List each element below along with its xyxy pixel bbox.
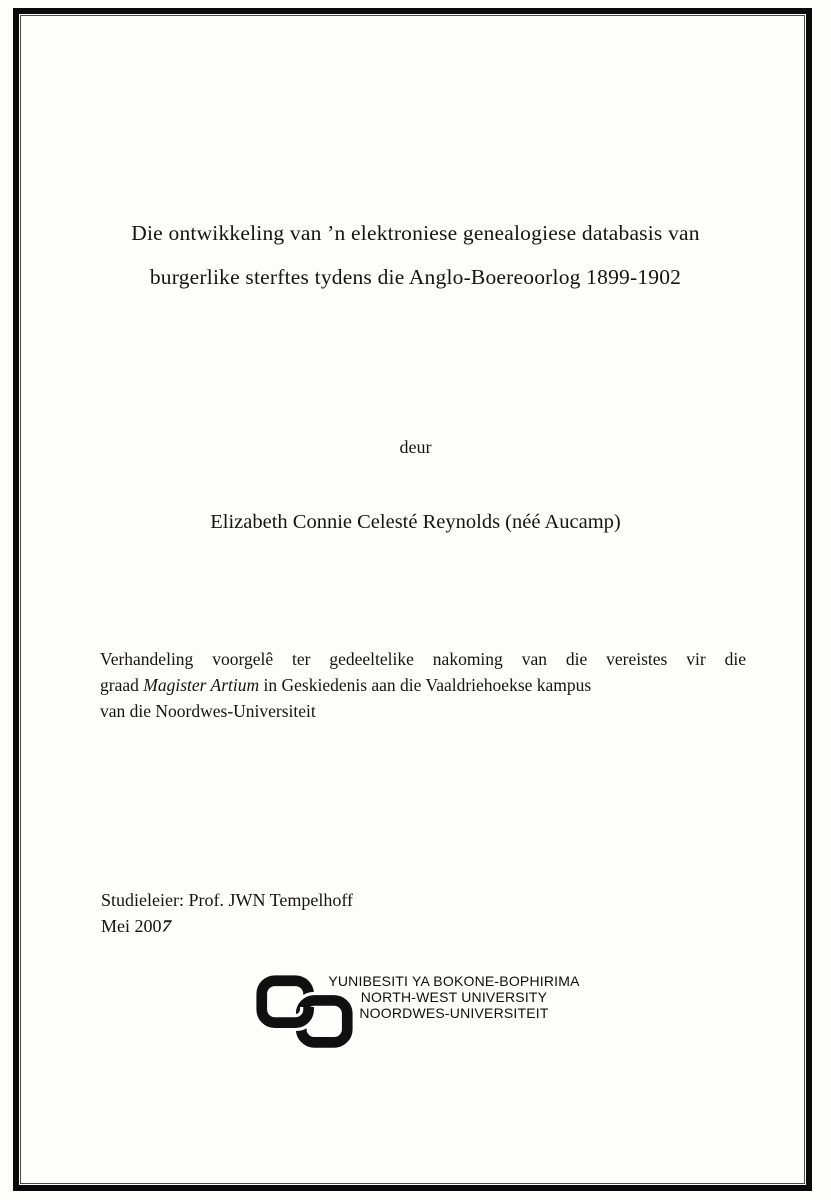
university-logo (256, 970, 588, 1049)
logo-line-english: NORTH-WEST UNIVERSITY (360, 989, 548, 1005)
thesis-title-line1: Die ontwikkeling van ’n elektroniese genealogiese databasis van (131, 221, 700, 245)
submission-line1: Verhandeling voorgelê ter gedeeltelike nakoming van die vereistes vir die (100, 649, 746, 669)
submission-line2-pre: graad (100, 675, 144, 695)
degree-name: Magister Artium (143, 675, 260, 695)
thesis-title (60, 211, 771, 299)
logo-line-afrikaans: NOORDWES-UNIVERSITEIT (359, 1005, 549, 1021)
supervisor-line: Studieleier: Prof. JWN Tempelhoff (101, 890, 354, 910)
author-name: Elizabeth Connie Celesté Reynolds (néé Aucamp) (210, 511, 621, 533)
date-line (101, 913, 353, 939)
submission-line2-post: in Geskiedenis aan die Vaaldriehoekse kampus (259, 675, 592, 695)
date-last-digit: 7 (159, 916, 173, 936)
submission-line2 (100, 672, 746, 698)
thesis-title-line2: burgerlike sterftes tydens die Anglo-Boereoorlog 1899-1902 (149, 265, 682, 289)
submission-line3: van die Noordwes-Universiteit (100, 701, 316, 721)
date-prefix: Mei 200 (101, 916, 162, 936)
submission-statement (100, 646, 746, 724)
logo-line-setswana: YUNIBESITI YA BOKONE-BOPHIRIMA (328, 973, 580, 989)
byline-label: deur (399, 437, 432, 457)
supervisor-block (101, 887, 353, 939)
university-logo-text (320, 973, 588, 1021)
